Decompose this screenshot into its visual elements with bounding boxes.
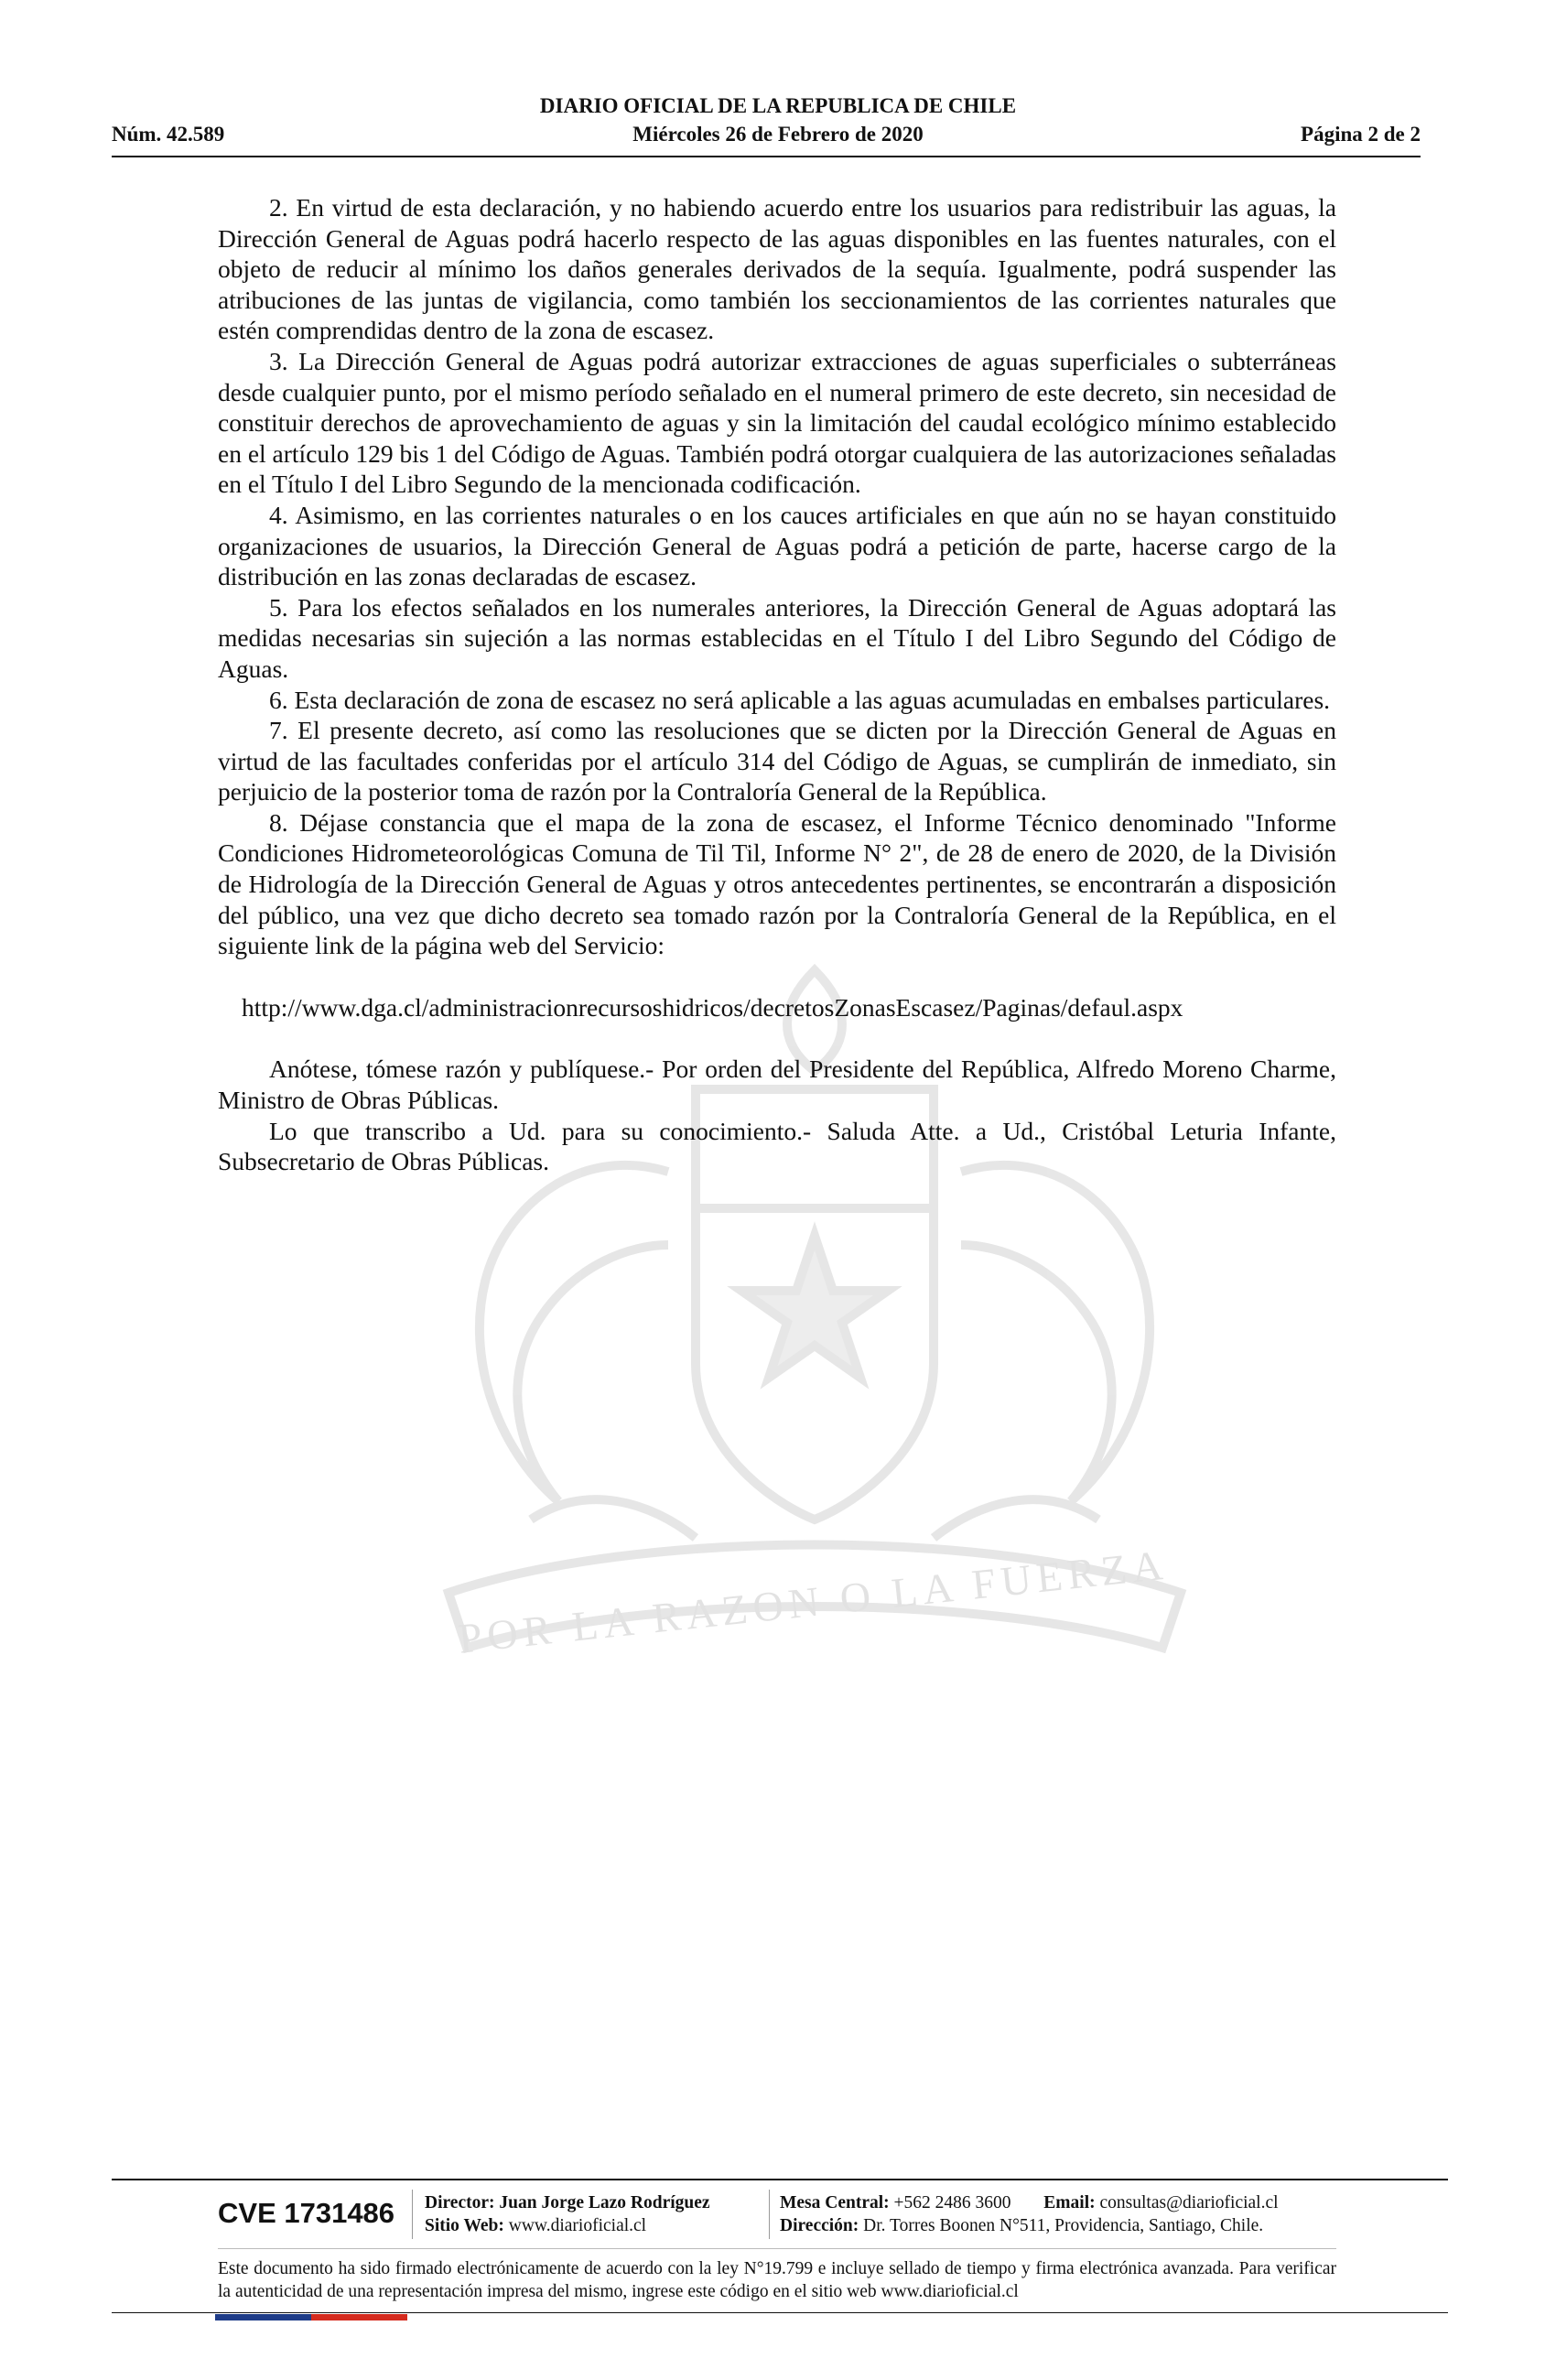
director-label: Director:	[425, 2193, 495, 2212]
closing-signature: Anótese, tómese razón y publíquese.- Por orden del Presidente del República, Alfredo Moreno Charme, Ministro de Obras Públicas.	[218, 1055, 1336, 1115]
paragraph-7: 7. El presente decreto, así como las resoluciones que se dicten por la Dirección General de Aguas en virtud de las facultades conferidas por el artículo 314 del Código de Aguas, se cumplirán de inmediato, sin perjuicio de la posterior toma de razón por la Contraloría General de la República.	[218, 716, 1336, 806]
paragraph-2: 2. En virtud de esta declaración, y no habiendo acuerdo entre los usuarios para redistribuir las aguas, la Dirección General de Aguas podrá hacerlo respecto de las aguas disponibles en las fuentes naturales, con el objeto de reducir al mínimo los daños generales derivados de la sequía. Igualmente, podrá suspender las atribuciones de las juntas de vigilancia, como también los seccionamientos de las corrientes naturales que estén comprendidas dentro de la zona de escasez.	[218, 193, 1336, 345]
watermark-motto: POR LA RAZON O LA FUERZA	[456, 1541, 1171, 1662]
director-name: Juan Jorge Lazo Rodríguez	[499, 2193, 710, 2212]
flag-red-stripe	[311, 2314, 407, 2320]
address-value: Dr. Torres Boonen N°511, Providencia, Santiago, Chile.	[863, 2216, 1264, 2235]
address-label: Dirección:	[780, 2216, 859, 2235]
closing-transcription: Lo que transcribo a Ud. para su conocimiento.- Saluda Atte. a Ud., Cristóbal Leturia Infante, Subsecretario de Obras Públicas.	[218, 1116, 1336, 1176]
paragraph-5: 5. Para los efectos señalados en los numerales anteriores, la Dirección General de Aguas adoptará las medidas necesarias sin sujeción a las normas establecidas en el Título I del Libro Segundo del Código de Aguas.	[218, 592, 1336, 683]
paragraph-8: 8. Déjase constancia que el mapa de la zona de escasez, el Informe Técnico denominado "Informe Condiciones Hidrometeorológicas Comuna de Til Til, Informe N° 2", de 28 de enero de 2020, de la División de Hidrología de la Dirección General de Aguas y otros antecedentes pertinentes, se encontrarán a disposición del público, una vez que dicho decreto sea tomado razón por la Contraloría General de la República, en el siguiente link de la página web del Servicio:	[218, 807, 1336, 960]
phone-number: +562 2486 3600	[893, 2193, 1011, 2212]
paragraph-6: 6. Esta declaración de zona de escasez no será aplicable a las aguas acumuladas en embalses particulares.	[269, 685, 1331, 714]
cve-code: CVE 1731486	[218, 2197, 395, 2229]
issue-number: Núm. 42.589	[112, 123, 225, 146]
footer-contact-block	[780, 2191, 1340, 2237]
header-divider	[112, 156, 1421, 157]
email-link[interactable]: consultas@diarioficial.cl	[1099, 2193, 1279, 2212]
flag-blue-stripe	[215, 2314, 311, 2320]
issue-date: Miércoles 26 de Febrero de 2020	[632, 123, 924, 146]
website-label: Sitio Web:	[425, 2216, 504, 2235]
footer-separator	[412, 2190, 413, 2239]
legal-notice: Este documento ha sido firmado electrónicamente de acuerdo con la ley N°19.799 e incluye sellado de tiempo y firma electrónica avanzada. Para verificar la autenticidad de una representación impresa del mismo, ingrese este código en el sitio web www.diarioficial.cl	[218, 2259, 1336, 2301]
paragraph-4: 4. Asimismo, en las corrientes naturales o en los cauces artificiales en que aún no se hayan constituido organizaciones de usuarios, la Dirección General de Aguas podrá a petición de parte, hacerse cargo de la distribución en las zonas declaradas de escasez.	[218, 500, 1336, 591]
footer-divider-mid	[218, 2248, 1336, 2249]
footer-director-block	[425, 2191, 763, 2237]
document-body	[218, 192, 1336, 1177]
page-indicator: Página 2 de 2	[1301, 123, 1421, 146]
footer-separator	[769, 2190, 770, 2239]
gazette-title: DIARIO OFICIAL DE LA REPUBLICA DE CHILE	[539, 94, 1017, 117]
email-label: Email:	[1043, 2193, 1096, 2212]
website-link[interactable]: www.diarioficial.cl	[508, 2216, 647, 2235]
footer-divider-bottom	[112, 2312, 1448, 2313]
chile-flag-stripe	[215, 2314, 407, 2320]
paragraph-3: 3. La Dirección General de Aguas podrá autorizar extracciones de aguas superficiales o subterráneas desde cualquier punto, por el mismo período señalado en el numeral primero de este decreto, sin necesidad de constituir derechos de aprovechamiento de aguas y sin la limitación del caudal ecológico mínimo establecido en el artículo 129 bis 1 del Código de Aguas. También podrá otorgar cualquiera de las autorizaciones señaladas en el Título I del Libro Segundo de la mencionada codificación.	[218, 346, 1336, 499]
footer-divider-top	[112, 2179, 1448, 2180]
phone-label: Mesa Central:	[780, 2193, 890, 2212]
dga-link[interactable]: http://www.dga.cl/administracionrecursoshidricos/decretosZonasEscasez/Paginas/defaul.aspx	[242, 992, 1183, 1022]
